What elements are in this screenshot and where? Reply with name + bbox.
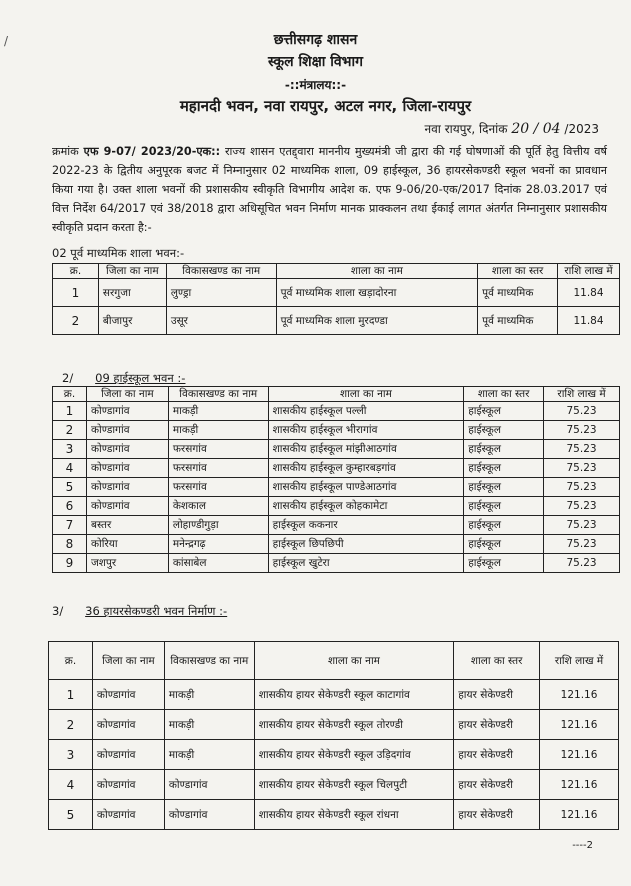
school-level: हाईस्कूल xyxy=(464,421,544,440)
school-name: शासकीय हाईस्कूल मांझीआठगांव xyxy=(268,440,464,459)
row-number: 9 xyxy=(53,554,87,573)
amount-lakh: 11.84 xyxy=(558,307,620,335)
table-row xyxy=(49,770,619,800)
amount-lakh: 75.23 xyxy=(544,554,620,573)
school-level: हायर सेकेण्डरी xyxy=(454,770,540,800)
row-number: 1 xyxy=(53,402,87,421)
table-row xyxy=(53,478,620,497)
dateline-suffix: /2023 xyxy=(564,122,599,136)
block-name: माकड़ी xyxy=(164,740,254,770)
column-header: शाला का स्तर xyxy=(478,264,558,279)
amount-lakh: 75.23 xyxy=(544,497,620,516)
table-row xyxy=(53,554,620,573)
table-row xyxy=(53,279,620,307)
district-name: कोण्डागांव xyxy=(86,421,168,440)
order-body: राज्य शासन एतद्द्वारा माननीय मुख्यमंत्री जी द्वारा की गई घोषणाओं की पूर्ति हेतु वित्तीय वर्ष 2022-23 के द्वितीय अनुपूरक बजट में निम्नानुसार 02 माध्यमिक शाला, 09 हाईस्कूल, 36 हायरसेकण्डरी स्कूल भवनों का प्रावधान किया गया है। उक्त शाला भवनों की प्रशासकीय स्वीकृति विभागीय आदेश क. एफ 9-06/20-एक/2017 दिनांक 28.03.2017 एवं वित्त निर्देश 64/2017 एवं 38/2018 द्वारा अधिसूचित भवन निर्माण मानक प्राक्कलन तथा ईकाई लागत अंतर्गत निम्नानुसार प्रशासकीय स्वीकृति प्रदान करता है:- xyxy=(52,145,607,234)
table-row xyxy=(49,680,619,710)
amount-lakh: 11.84 xyxy=(558,279,620,307)
block-name: माकड़ी xyxy=(168,421,268,440)
column-header: विकासखण्ड का नाम xyxy=(168,387,268,402)
block-name: लोहाण्डीगुड़ा xyxy=(168,516,268,535)
block-name: फरसगांव xyxy=(168,459,268,478)
school-name: शासकीय हायर सेकेण्डरी स्कूल उड़िदगांव xyxy=(254,740,454,770)
table-row xyxy=(53,535,620,554)
amount-lakh: 75.23 xyxy=(544,516,620,535)
column-header: विकासखण्ड का नाम xyxy=(164,642,254,680)
row-number: 4 xyxy=(49,770,93,800)
block-name: लुण्ड्रा xyxy=(166,279,276,307)
school-level: पूर्व माध्यमिक xyxy=(478,279,558,307)
order-prefix: क्रमांक xyxy=(52,145,79,158)
column-header: शाला का नाम xyxy=(254,642,454,680)
school-level: हायर सेकेण्डरी xyxy=(454,740,540,770)
school-level: पूर्व माध्यमिक xyxy=(478,307,558,335)
block-name: माकड़ी xyxy=(164,680,254,710)
section3-table xyxy=(48,641,619,830)
margin-mark: / xyxy=(4,34,9,48)
school-level: हाईस्कूल xyxy=(464,516,544,535)
column-header: राशि लाख में xyxy=(544,387,620,402)
column-header: शाला का स्तर xyxy=(464,387,544,402)
block-name: माकड़ी xyxy=(164,710,254,740)
amount-lakh: 75.23 xyxy=(544,440,620,459)
row-number: 3 xyxy=(53,440,87,459)
table-row xyxy=(53,459,620,478)
row-number: 8 xyxy=(53,535,87,554)
school-level: हाईस्कूल xyxy=(464,554,544,573)
school-name: शासकीय हायर सेकेण्डरी स्कूल काटागांव xyxy=(254,680,454,710)
row-number: 7 xyxy=(53,516,87,535)
table-row xyxy=(53,402,620,421)
school-level: हायर सेकेण्डरी xyxy=(454,710,540,740)
table-row xyxy=(53,497,620,516)
column-header: क्र. xyxy=(53,264,99,279)
table-row xyxy=(49,740,619,770)
section3-number: 3/ xyxy=(52,604,64,618)
table-row xyxy=(53,516,620,535)
order-paragraph xyxy=(52,142,607,237)
amount-lakh: 121.16 xyxy=(540,770,619,800)
district-name: कोण्डागांव xyxy=(86,459,168,478)
row-number: 1 xyxy=(49,680,93,710)
table-row xyxy=(53,440,620,459)
district-name: कोण्डागांव xyxy=(92,800,164,830)
school-name: शासकीय हायर सेकेण्डरी स्कूल तोरण्डी xyxy=(254,710,454,740)
column-header: क्र. xyxy=(49,642,93,680)
amount-lakh: 121.16 xyxy=(540,680,619,710)
school-level: हायर सेकेण्डरी xyxy=(454,800,540,830)
row-number: 5 xyxy=(53,478,87,497)
district-name: बस्तर xyxy=(86,516,168,535)
school-name: शासकीय हाईस्कूल पल्ली xyxy=(268,402,464,421)
section2-heading xyxy=(62,371,185,386)
school-name: पूर्व माध्यमिक शाला खड़ादोरना xyxy=(276,279,478,307)
district-name: कोण्डागांव xyxy=(92,710,164,740)
district-name: कोण्डागांव xyxy=(86,497,168,516)
district-name: बीजापुर xyxy=(98,307,166,335)
column-header: राशि लाख में xyxy=(558,264,620,279)
section2-title: 09 हाईस्कूल भवन :- xyxy=(95,371,186,385)
district-name: कोरिया xyxy=(86,535,168,554)
amount-lakh: 75.23 xyxy=(544,478,620,497)
row-number: 1 xyxy=(53,279,99,307)
section1-table xyxy=(52,263,620,335)
row-number: 6 xyxy=(53,497,87,516)
dateline xyxy=(424,120,599,137)
block-name: कांसाबेल xyxy=(168,554,268,573)
school-name: शासकीय हाईस्कूल पाण्डेआठगांव xyxy=(268,478,464,497)
school-name: शासकीय हाईस्कूल भीरागांव xyxy=(268,421,464,440)
column-header: जिला का नाम xyxy=(98,264,166,279)
school-level: हाईस्कूल xyxy=(464,459,544,478)
header-ministry: -::मंत्रालय::- xyxy=(284,78,347,92)
school-name: हाईस्कूल छिपछिपी xyxy=(268,535,464,554)
block-name: केशकाल xyxy=(168,497,268,516)
district-name: कोण्डागांव xyxy=(92,740,164,770)
amount-lakh: 121.16 xyxy=(540,800,619,830)
table-row xyxy=(53,307,620,335)
block-name: मनेन्द्रगढ़ xyxy=(168,535,268,554)
column-header: शाला का नाम xyxy=(276,264,478,279)
school-name: शासकीय हायर सेकेण्डरी स्कूल चिलपुटी xyxy=(254,770,454,800)
school-level: हाईस्कूल xyxy=(464,402,544,421)
column-header: विकासखण्ड का नाम xyxy=(166,264,276,279)
header-address: महानदी भवन, नवा रायपुर, अटल नगर, जिला-रायपुर xyxy=(179,97,472,115)
order-number: एफ 9-07/ 2023/20-एक:: xyxy=(83,145,221,158)
amount-lakh: 121.16 xyxy=(540,740,619,770)
district-name: जशपुर xyxy=(86,554,168,573)
table-row xyxy=(53,421,620,440)
amount-lakh: 75.23 xyxy=(544,421,620,440)
table-row xyxy=(49,800,619,830)
amount-lakh: 75.23 xyxy=(544,535,620,554)
school-level: हाईस्कूल xyxy=(464,440,544,459)
column-header: शाला का नाम xyxy=(268,387,464,402)
header-government: छत्तीसगढ़ शासन xyxy=(273,32,358,48)
block-name: फरसगांव xyxy=(168,478,268,497)
row-number: 5 xyxy=(49,800,93,830)
school-name: शासकीय हाईस्कूल कोहकामेटा xyxy=(268,497,464,516)
amount-lakh: 75.23 xyxy=(544,459,620,478)
school-name: हाईस्कूल ककनार xyxy=(268,516,464,535)
section1-header-row xyxy=(53,264,620,279)
dateline-prefix: नवा रायपुर, दिनांक xyxy=(424,122,508,136)
row-number: 4 xyxy=(53,459,87,478)
column-header: क्र. xyxy=(53,387,87,402)
school-level: हायर सेकेण्डरी xyxy=(454,680,540,710)
section3-heading xyxy=(52,604,227,619)
section2-header-row xyxy=(53,387,620,402)
block-name: उसूर xyxy=(166,307,276,335)
school-level: हाईस्कूल xyxy=(464,497,544,516)
section1-title: 02 पूर्व माध्यमिक शाला भवन:- xyxy=(52,246,185,260)
school-level: हाईस्कूल xyxy=(464,535,544,554)
header-department: स्कूल शिक्षा विभाग xyxy=(267,54,363,70)
district-name: कोण्डागांव xyxy=(86,402,168,421)
column-header: जिला का नाम xyxy=(92,642,164,680)
row-number: 2 xyxy=(53,421,87,440)
school-name: शासकीय हायर सेकेण्डरी स्कूल रांधना xyxy=(254,800,454,830)
district-name: कोण्डागांव xyxy=(92,770,164,800)
section2-number: 2/ xyxy=(62,371,74,385)
row-number: 2 xyxy=(49,710,93,740)
block-name: कोण्डागांव xyxy=(164,770,254,800)
school-name: हाईस्कूल खुटेरा xyxy=(268,554,464,573)
block-name: कोण्डागांव xyxy=(164,800,254,830)
dateline-handwritten: 20 / 04 xyxy=(511,121,561,137)
amount-lakh: 121.16 xyxy=(540,710,619,740)
district-name: कोण्डागांव xyxy=(86,440,168,459)
column-header: राशि लाख में xyxy=(540,642,619,680)
block-name: फरसगांव xyxy=(168,440,268,459)
row-number: 2 xyxy=(53,307,99,335)
district-name: कोण्डागांव xyxy=(86,478,168,497)
district-name: कोण्डागांव xyxy=(92,680,164,710)
school-name: शासकीय हाईस्कूल कुम्हारबड़गांव xyxy=(268,459,464,478)
column-header: जिला का नाम xyxy=(86,387,168,402)
section3-header-row xyxy=(49,642,619,680)
amount-lakh: 75.23 xyxy=(544,402,620,421)
section2-table xyxy=(52,386,620,573)
block-name: माकड़ी xyxy=(168,402,268,421)
section3-title: 36 हायरसेकण्डरी भवन निर्माण :- xyxy=(85,604,228,618)
table-row xyxy=(49,710,619,740)
district-name: सरगुजा xyxy=(98,279,166,307)
row-number: 3 xyxy=(49,740,93,770)
page-marker: ----2 xyxy=(572,840,593,851)
column-header: शाला का स्तर xyxy=(454,642,540,680)
school-level: हाईस्कूल xyxy=(464,478,544,497)
school-name: पूर्व माध्यमिक शाला मुरदण्डा xyxy=(276,307,478,335)
